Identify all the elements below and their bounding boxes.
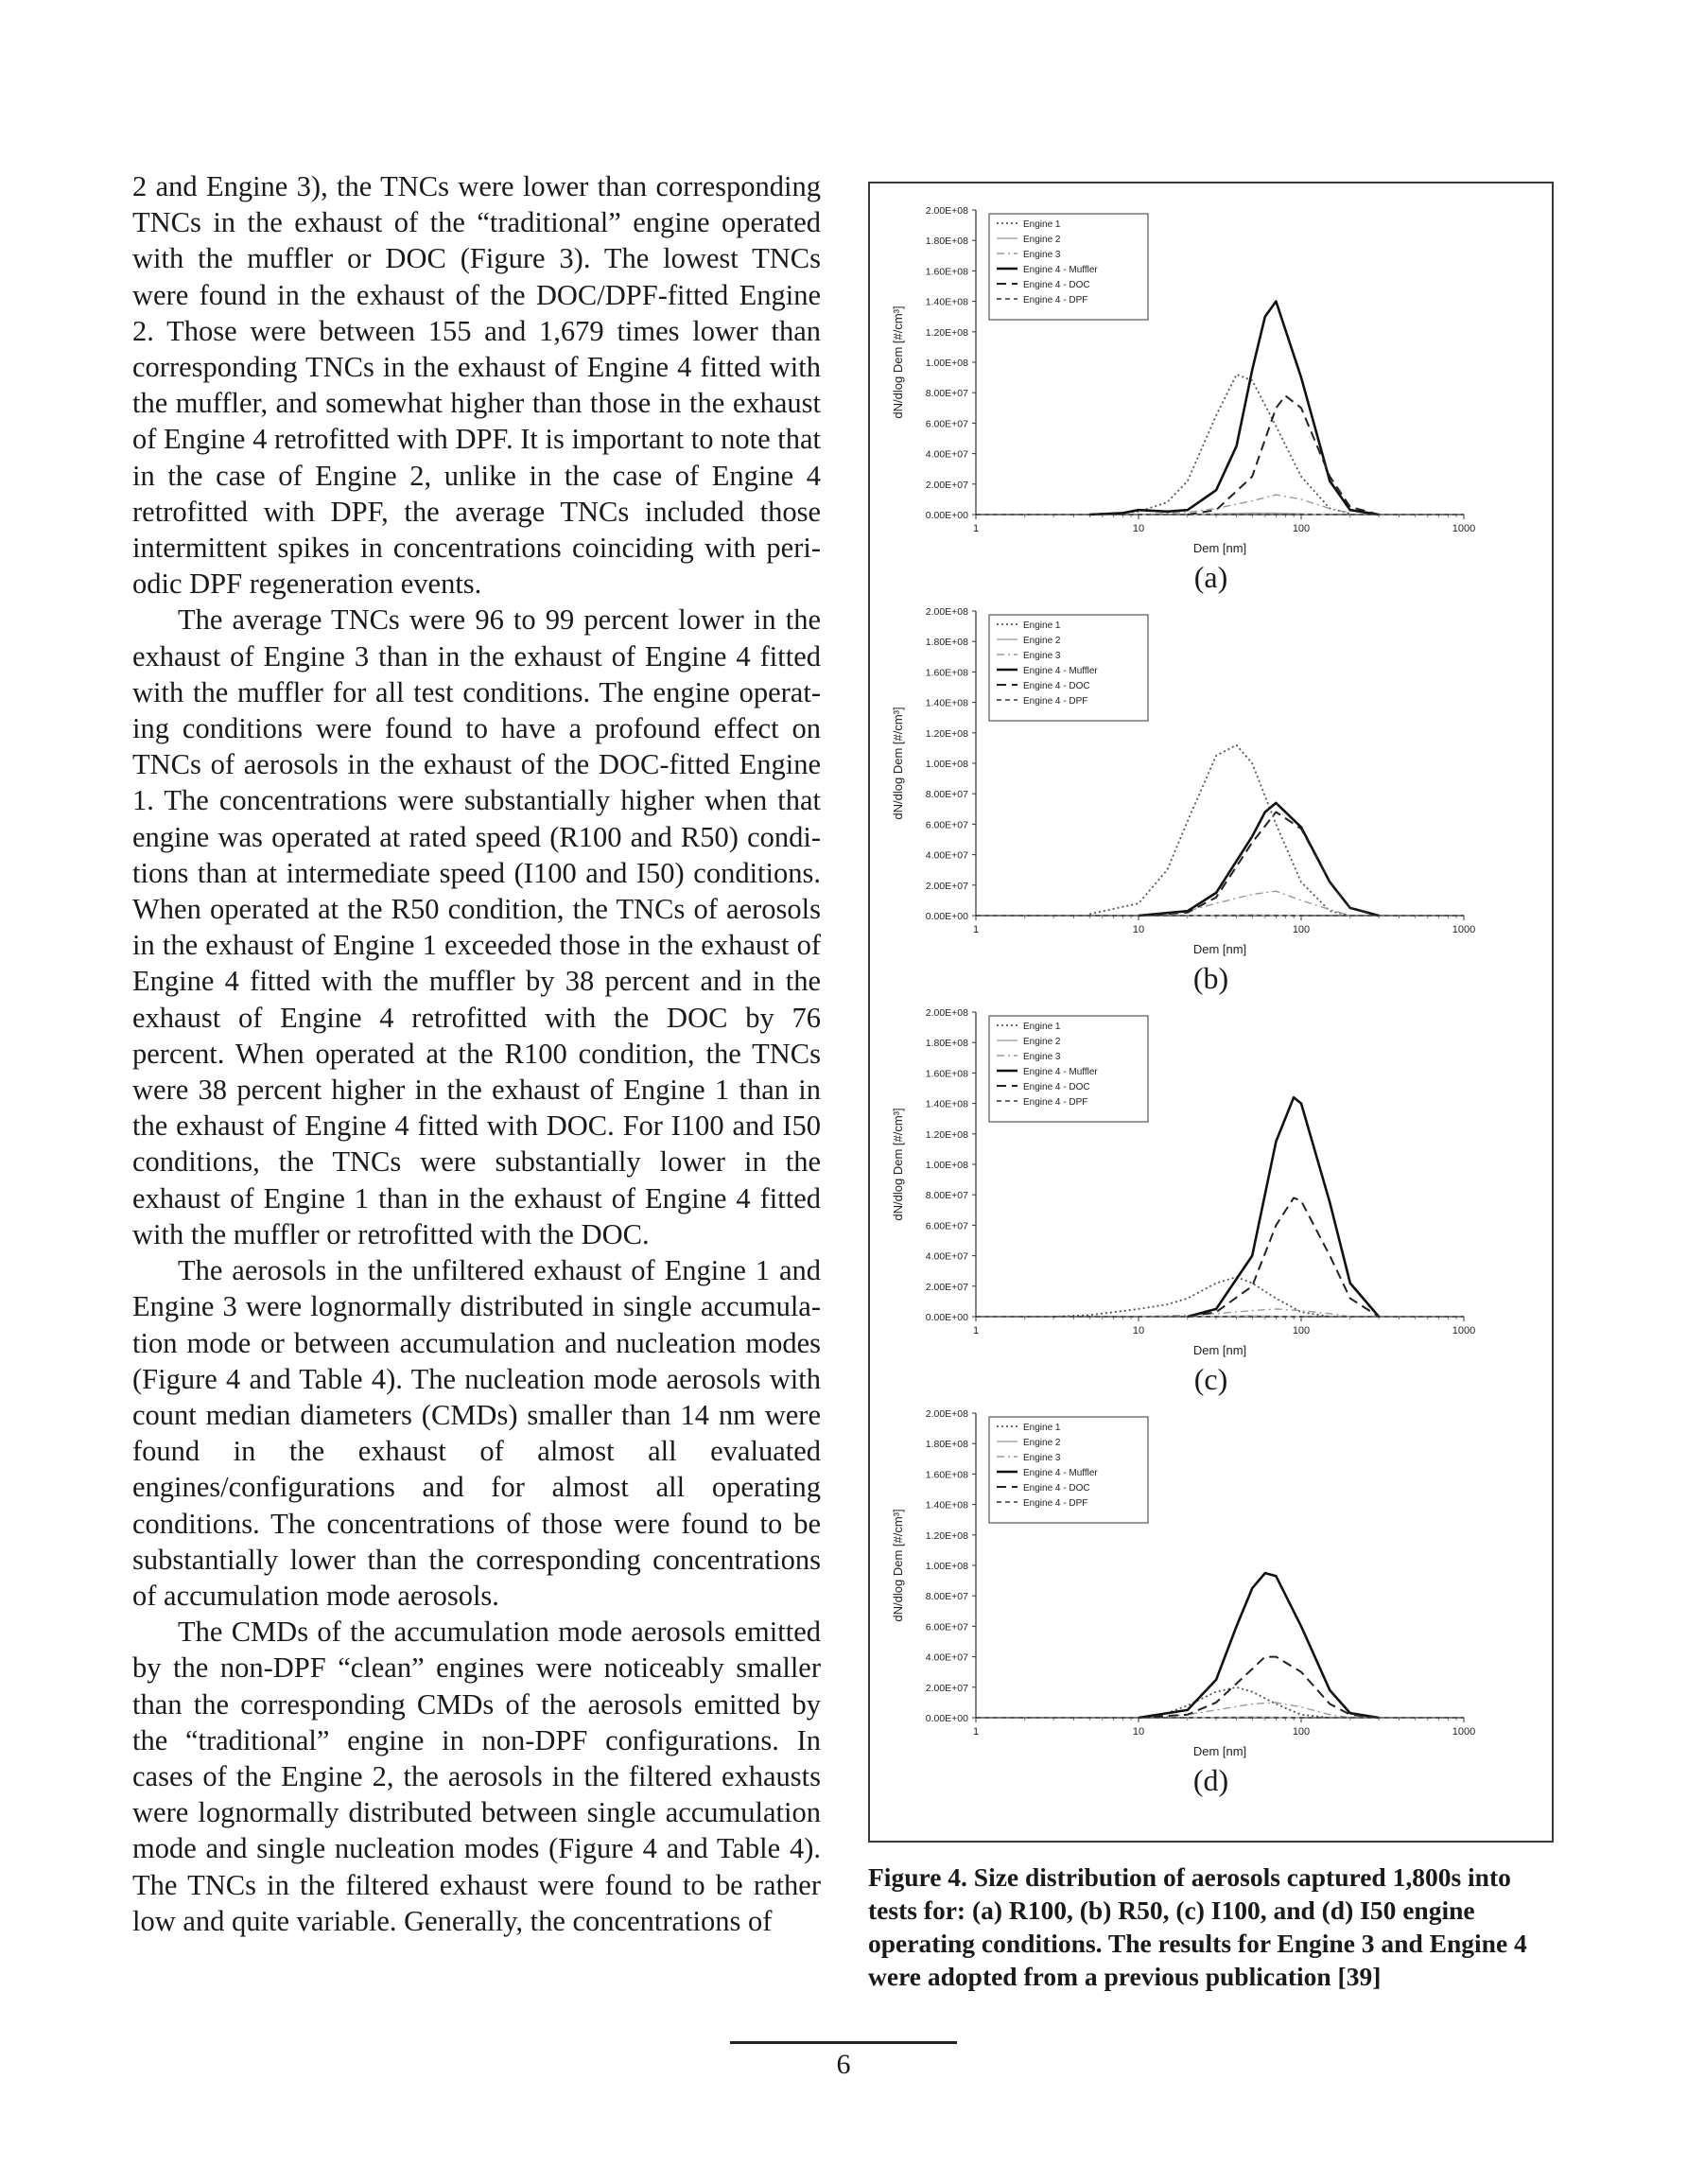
legend-entry: Engine 4 - Muffler	[1023, 666, 1098, 676]
y-axis-title: dN/dlog Dem [#/cm³]	[891, 707, 905, 820]
legend-entry: Engine 1	[1023, 1423, 1061, 1433]
series-line	[1139, 1573, 1379, 1718]
y-tick-label: 1.80E+08	[925, 236, 968, 248]
legend-entry: Engine 4 - DPF	[1023, 295, 1088, 306]
series-line	[1139, 803, 1379, 916]
y-tick-label: 6.00E+07	[925, 418, 968, 430]
footer-rule	[730, 2041, 957, 2044]
x-tick-label: 1	[972, 1726, 980, 1738]
y-tick-label: 4.00E+07	[925, 448, 968, 461]
paragraph: The average TNCs were 96 to 99 percent lower in the exhaust of Engine 3 than in the exhaust of Engine 4 fitted with the muffler for all test conditions. The engine operating conditions were found to have a profound effect on TNCs of aerosols in the exhaust of the DOC-fitted Engine 1. The concentrations were substantially higher when that engine was operated at rated speed (R100 and R50) conditions than at intermediate speed (I100 and I50) conditions. When operated at the R50 condition, the TNCs of aerosols in the exhaust of Engine 1 exceeded those in the exhaust of Engine 4 fitted with the muffler by 38 percent and in the exhaust of Engine 4 retrofitted with the DOC by 76 percent. When operated at the R100 condition, the TNCs were 38 percent higher in the exhaust of Engine 1 than in the exhaust of Engine 4 fitted with DOC. For I100 and I50 conditions, the TNCs were substantially lower in the exhaust of Engine 1 than in the exhaust of Engine 4 fitted with the muffler or retrofitted with the DOC.	[132, 603, 821, 1250]
legend-entry: Engine 2	[1023, 636, 1061, 646]
figure-4	[868, 182, 1554, 1843]
y-tick-label: 4.00E+07	[925, 849, 968, 862]
legend-entry: Engine 3	[1023, 1453, 1061, 1463]
y-tick-label: 1.60E+08	[925, 667, 968, 679]
y-tick-label: 1.60E+08	[925, 1469, 968, 1481]
x-tick-label: 100	[1292, 523, 1311, 534]
y-tick-label: 1.00E+08	[925, 759, 968, 770]
y-tick-label: 0.00E+00	[925, 1713, 968, 1724]
y-tick-label: 1.00E+08	[925, 1160, 968, 1171]
y-tick-label: 6.00E+07	[925, 1220, 968, 1232]
y-tick-label: 1.60E+08	[925, 1068, 968, 1080]
series-line	[1089, 375, 1350, 515]
y-tick-label: 2.00E+07	[925, 1682, 968, 1694]
x-tick-label: 10	[1132, 1325, 1145, 1337]
x-axis-title: Dem [nm]	[1192, 1744, 1247, 1758]
legend-entry: Engine 2	[1023, 1438, 1061, 1448]
y-tick-label: 2.00E+08	[925, 1007, 968, 1019]
y-tick-label: 8.00E+07	[925, 1190, 968, 1202]
x-tick-label: 1	[972, 1325, 980, 1337]
x-axis-title: Dem [nm]	[1192, 1343, 1247, 1357]
y-tick-label: 1.80E+08	[925, 1439, 968, 1451]
legend-entry: Engine 4 - DPF	[1023, 1097, 1088, 1108]
chart-panel	[870, 596, 1552, 998]
y-tick-label: 8.00E+07	[925, 1591, 968, 1603]
series-line	[1089, 302, 1379, 515]
y-tick-label: 8.00E+07	[925, 388, 968, 400]
x-tick-label: 100	[1292, 1726, 1311, 1738]
chart-panel	[870, 997, 1552, 1399]
y-tick-label: 1.20E+08	[925, 1529, 968, 1542]
y-axis-title: dN/dlog Dem [#/cm³]	[891, 1108, 905, 1221]
y-tick-label: 1.20E+08	[925, 326, 968, 339]
legend-entry: Engine 3	[1023, 250, 1061, 260]
series-line	[1089, 745, 1350, 916]
series-line	[1139, 1657, 1379, 1718]
legend-entry: Engine 4 - DOC	[1023, 681, 1090, 691]
x-tick-label: 1	[972, 523, 980, 534]
y-tick-label: 2.00E+08	[925, 606, 968, 618]
y-tick-label: 2.00E+07	[925, 1281, 968, 1293]
panel-label: (c)	[1193, 1362, 1228, 1396]
y-tick-label: 0.00E+00	[925, 1312, 968, 1323]
series-line	[1188, 1097, 1379, 1317]
y-tick-label: 1.80E+08	[925, 637, 968, 649]
y-tick-label: 2.00E+07	[925, 880, 968, 892]
x-tick-label: 100	[1292, 1325, 1311, 1337]
legend-entry: Engine 4 - DOC	[1023, 1483, 1090, 1494]
series-line	[1188, 1197, 1379, 1317]
legend-entry: Engine 4 - DPF	[1023, 1498, 1088, 1509]
legend-entry: Engine 4 - Muffler	[1023, 1067, 1098, 1077]
series-line	[1053, 1277, 1330, 1317]
chart-panel	[870, 195, 1552, 597]
panel-label: (a)	[1193, 560, 1228, 594]
legend-entry: Engine 4 - DOC	[1023, 1082, 1090, 1092]
page-number: 6	[836, 2049, 851, 2080]
figure-caption: Figure 4. Size distribution of aerosols captured 1,800s into tests for: (a) R100, (b) R50, (c) I100, and (d) I50 engine operating conditions. The results for Engine 3 and Engine 4 were adopted from a previous publication [39]	[868, 1862, 1527, 1991]
y-tick-label: 4.00E+07	[925, 1250, 968, 1263]
y-tick-label: 8.00E+07	[925, 789, 968, 801]
y-tick-label: 1.40E+08	[925, 1098, 968, 1110]
x-tick-label: 10	[1132, 924, 1145, 935]
y-tick-label: 6.00E+07	[925, 819, 968, 831]
y-tick-label: 1.40E+08	[925, 1499, 968, 1511]
legend-entry: Engine 1	[1023, 620, 1061, 631]
x-tick-label: 10	[1132, 523, 1145, 534]
y-tick-label: 0.00E+00	[925, 510, 968, 521]
panel-label: (b)	[1192, 961, 1229, 995]
y-tick-label: 1.20E+08	[925, 727, 968, 740]
legend-entry: Engine 4 - DPF	[1023, 696, 1088, 707]
x-tick-label: 1000	[1452, 1325, 1476, 1337]
panel-label: (d)	[1192, 1763, 1229, 1797]
body-text	[132, 168, 821, 1939]
y-tick-label: 1.80E+08	[925, 1038, 968, 1050]
legend-entry: Engine 4 - Muffler	[1023, 265, 1098, 275]
y-tick-label: 1.00E+08	[925, 358, 968, 369]
legend-entry: Engine 2	[1023, 1037, 1061, 1047]
x-tick-label: 1000	[1452, 523, 1476, 534]
y-tick-label: 4.00E+07	[925, 1651, 968, 1664]
y-tick-label: 2.00E+08	[925, 1408, 968, 1420]
x-tick-label: 10	[1132, 1726, 1145, 1738]
x-axis-title: Dem [nm]	[1192, 942, 1247, 956]
y-tick-label: 0.00E+00	[925, 911, 968, 922]
x-axis-title: Dem [nm]	[1192, 541, 1247, 555]
y-tick-label: 1.20E+08	[925, 1128, 968, 1141]
y-axis-title: dN/dlog Dem [#/cm³]	[891, 1509, 905, 1622]
legend-entry: Engine 1	[1023, 219, 1061, 230]
y-tick-label: 1.00E+08	[925, 1561, 968, 1572]
y-axis-title: dN/dlog Dem [#/cm³]	[891, 306, 905, 419]
y-tick-label: 1.40E+08	[925, 296, 968, 308]
paragraph: 2 and Engine 3), the TNCs were lower than corresponding TNCs in the exhaust of the “traditional” engine operated with the muffler or DOC (Figure 3). The lowest TNCs were found in the exhaust of the DOC/DPF-fitted Engine 2. Those were between 155 and 1,679 times lower than corresponding TNCs in the exhaust of Engine 4 fitted with the muffler, and somewhat higher than those in the exhaust of Engine 4 retrofitted with DPF. It is important to note that in the case of Engine 2, unlike in the case of Engine 4 retrofitted with DPF, the average TNCs included those intermittent spikes in concentrations coinciding with periodic DPF regeneration events.	[132, 170, 821, 601]
legend-entry: Engine 4 - DOC	[1023, 280, 1090, 290]
legend-entry: Engine 1	[1023, 1022, 1061, 1032]
chart-panel	[870, 1398, 1552, 1800]
legend-entry: Engine 4 - Muffler	[1023, 1468, 1098, 1478]
y-tick-label: 6.00E+07	[925, 1621, 968, 1634]
x-tick-label: 1000	[1452, 1726, 1476, 1738]
series-line	[1188, 395, 1379, 515]
y-tick-label: 1.60E+08	[925, 266, 968, 278]
paragraph: The aerosols in the unfiltered exhaust of Engine 1 and Engine 3 were lognormally distributed in single accumulation mode or between accumulation and nucleation modes (Figure 4 and Table 4). The nucleation mode aerosols with count median diameters (CMDs) smaller than 14 nm were found in the exhaust of almost all evaluated engines/configurations and for almost all operating conditions. The concentrations of those were found to be substantially lower than the corresponding concentrations of accumulation mode aerosols.	[132, 1254, 821, 1612]
legend-entry: Engine 2	[1023, 235, 1061, 245]
y-tick-label: 2.00E+07	[925, 479, 968, 491]
legend-entry: Engine 3	[1023, 651, 1061, 661]
x-tick-label: 100	[1292, 924, 1311, 935]
paragraph: The CMDs of the accumulation mode aerosols emitted by the non-DPF “clean” engines were noticeably smaller than the corresponding CMDs of the aerosols emitted by the “traditional” engine in non-DPF configurations. In cases of the Engine 2, the aerosols in the filtered exhausts were lognormally distributed between single accumulation mode and single nucleation modes (Figure 4 and Table 4). The TNCs in the filtered exhaust were found to be rather low and quite variable. Generally, the concentrations of	[132, 1616, 821, 1937]
legend-entry: Engine 3	[1023, 1052, 1061, 1062]
x-tick-label: 1	[972, 924, 980, 935]
y-tick-label: 2.00E+08	[925, 205, 968, 217]
y-tick-label: 1.40E+08	[925, 697, 968, 709]
x-tick-label: 1000	[1452, 924, 1476, 935]
